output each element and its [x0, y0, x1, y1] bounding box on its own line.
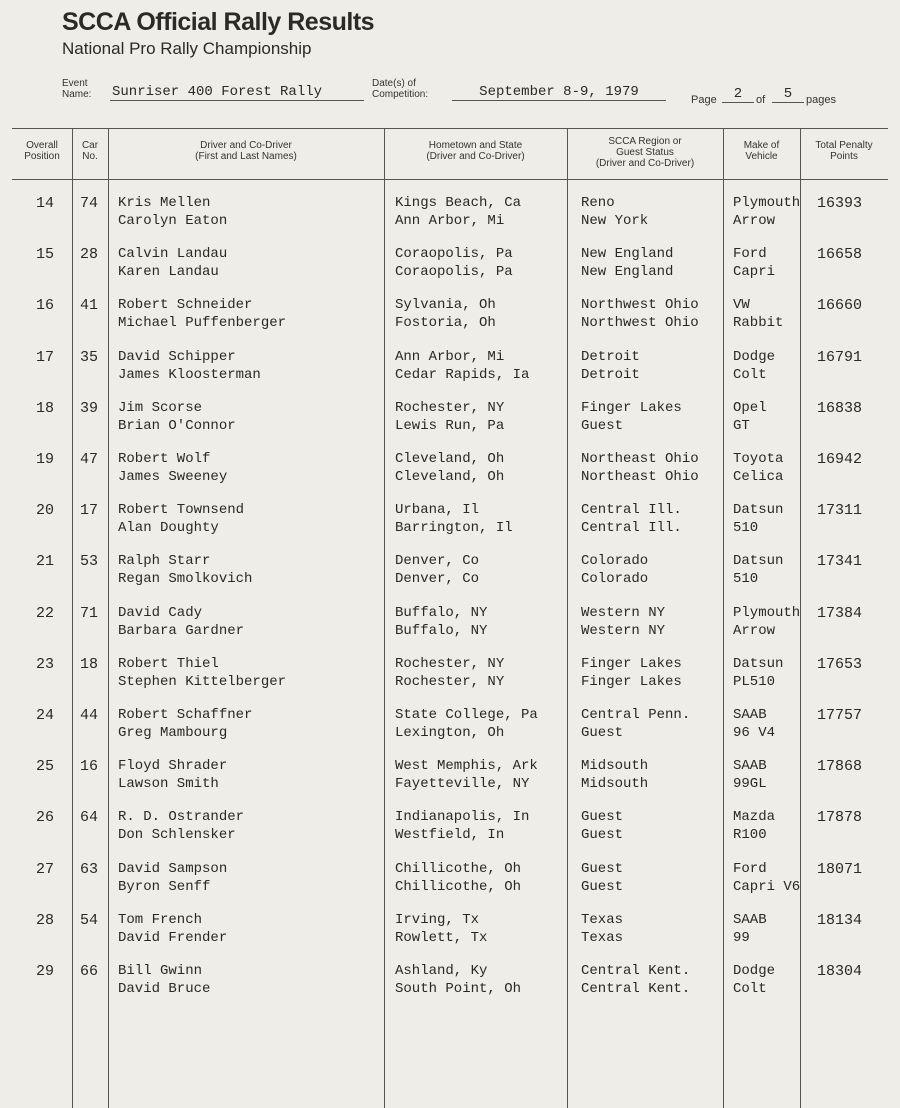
codriver-region: Finger Lakes	[581, 673, 682, 690]
codriver-region: New England	[581, 264, 674, 281]
overall-position: 19	[36, 451, 55, 468]
header-hometown: Hometown and State (Driver and Co-Driver)	[426, 140, 525, 162]
driver-name: Calvin Landau	[118, 246, 228, 263]
page-total: 5	[772, 86, 804, 103]
vehicle-make: Plymouth	[733, 604, 801, 621]
table-row	[12, 707, 888, 755]
codriver-name: Carolyn Eaton	[118, 213, 228, 229]
table-top-rule	[12, 128, 888, 129]
driver-name: David Sampson	[118, 860, 228, 877]
codriver-region: Western NY	[581, 622, 666, 639]
codriver-name: Brian O'Connor	[118, 417, 236, 434]
overall-position: 23	[36, 655, 55, 673]
table-row	[12, 246, 888, 294]
codriver-region: Guest	[581, 417, 624, 434]
car-number: 64	[80, 809, 99, 827]
table-row	[12, 502, 888, 550]
table-row	[12, 809, 888, 857]
vehicle-make: SAAB	[733, 911, 767, 928]
form-subtitle: National Pro Rally Championship	[62, 39, 312, 58]
codriver-region: Central Kent.	[581, 981, 691, 997]
driver-hometown: Indianapolis, In	[395, 809, 530, 826]
vehicle-make: SAAB	[733, 707, 767, 723]
vehicle-make: SAAB	[733, 758, 767, 775]
driver-hometown: Rochester, NY	[395, 399, 505, 416]
table-row	[12, 349, 888, 397]
overall-position: 18	[36, 399, 55, 417]
driver-region: Guest	[581, 809, 624, 826]
vehicle-model: 99GL	[733, 776, 767, 793]
driver-region: Midsouth	[581, 758, 649, 775]
total-penalty-points: 17653	[817, 655, 863, 673]
form-title: SCCA Official Rally Results	[62, 8, 375, 36]
driver-hometown: Chillicothe, Oh	[395, 860, 522, 877]
table-row	[12, 656, 888, 704]
vehicle-model: 510	[733, 520, 759, 537]
car-number: 17	[80, 502, 99, 520]
driver-region: Northeast Ohio	[581, 451, 699, 467]
driver-hometown: Ashland, Ky	[395, 963, 488, 979]
codriver-hometown: Barrington, Il	[395, 520, 513, 537]
codriver-name: Lawson Smith	[118, 776, 219, 793]
header-overall-position: Overall Position	[24, 140, 60, 162]
vehicle-model: 510	[733, 571, 759, 588]
table-row	[12, 195, 888, 243]
overall-position: 15	[36, 246, 55, 264]
total-penalty-points: 16660	[817, 297, 863, 315]
date-label: Date(s) of Competition:	[372, 78, 429, 100]
vehicle-make: VW	[733, 297, 750, 314]
driver-region: Northwest Ohio	[581, 297, 699, 314]
driver-name: Kris Mellen	[118, 195, 211, 211]
event-name-label: Event Name:	[62, 78, 92, 100]
driver-name: Bill Gwinn	[118, 963, 203, 979]
codriver-region: Northeast Ohio	[581, 469, 699, 485]
driver-hometown: State College, Pa	[395, 707, 538, 723]
page-number: 2	[722, 86, 754, 103]
codriver-name: Karen Landau	[118, 264, 219, 281]
driver-name: Robert Schneider	[118, 297, 253, 314]
driver-name: Floyd Shrader	[118, 758, 228, 775]
codriver-name: David Bruce	[118, 981, 211, 997]
vehicle-model: Arrow	[733, 622, 776, 639]
driver-region: Finger Lakes	[581, 655, 682, 672]
date-value: September 8-9, 1979	[452, 84, 666, 101]
driver-region: Finger Lakes	[581, 399, 682, 416]
driver-hometown: West Memphis, Ark	[395, 758, 538, 775]
codriver-hometown: Fayetteville, NY	[395, 776, 530, 793]
car-number: 35	[80, 348, 99, 366]
header-region: SCCA Region or Guest Status (Driver and Co-Driver)	[595, 136, 695, 169]
vehicle-model: Rabbit	[733, 315, 784, 332]
vehicle-model: Capri	[733, 264, 776, 281]
codriver-hometown: Ann Arbor, Mi	[395, 213, 505, 229]
driver-hometown: Sylvania, Oh	[395, 297, 496, 314]
total-penalty-points: 16838	[817, 399, 863, 417]
table-row	[12, 451, 888, 499]
codriver-hometown: Buffalo, NY	[395, 622, 488, 639]
pages-label: pages	[806, 94, 836, 106]
codriver-hometown: Lewis Run, Pa	[395, 417, 505, 434]
codriver-name: Stephen Kittelberger	[118, 673, 287, 690]
total-penalty-points: 18071	[817, 860, 863, 878]
codriver-hometown: South Point, Oh	[395, 981, 522, 997]
codriver-name: James Sweeney	[118, 469, 228, 485]
vehicle-make: Mazda	[733, 809, 776, 826]
driver-name: Tom French	[118, 911, 203, 928]
driver-hometown: Kings Beach, Ca	[395, 195, 522, 211]
driver-hometown: Denver, Co	[395, 553, 480, 570]
overall-position: 28	[36, 911, 55, 929]
codriver-hometown: Chillicothe, Oh	[395, 878, 522, 895]
car-number: 63	[80, 860, 99, 878]
vehicle-make: Ford	[733, 860, 767, 877]
codriver-name: Greg Mambourg	[118, 725, 228, 741]
table-row	[12, 963, 888, 1011]
driver-name: David Schipper	[118, 348, 236, 365]
car-number: 71	[80, 604, 99, 622]
codriver-hometown: Cedar Rapids, Ia	[395, 366, 530, 383]
car-number: 16	[80, 758, 99, 776]
driver-region: Guest	[581, 860, 624, 877]
event-name-value: Sunriser 400 Forest Rally	[110, 84, 364, 101]
driver-name: David Cady	[118, 604, 203, 621]
car-number: 41	[80, 297, 99, 315]
codriver-name: Byron Senff	[118, 878, 211, 895]
overall-position: 25	[36, 758, 55, 776]
total-penalty-points: 17384	[817, 604, 863, 622]
car-number: 66	[80, 963, 99, 980]
total-penalty-points: 17341	[817, 553, 863, 571]
overall-position: 20	[36, 502, 55, 520]
table-row	[12, 400, 888, 448]
driver-region: Central Kent.	[581, 963, 691, 979]
vehicle-make: Dodge	[733, 963, 776, 979]
car-number: 54	[80, 911, 99, 929]
overall-position: 14	[36, 195, 55, 212]
driver-region: Western NY	[581, 604, 666, 621]
vehicle-make: Plymouth	[733, 195, 801, 211]
codriver-region: Central Ill.	[581, 520, 682, 537]
codriver-region: Northwest Ohio	[581, 315, 699, 332]
vehicle-make: Ford	[733, 246, 767, 263]
codriver-name: Regan Smolkovich	[118, 571, 253, 588]
table-row	[12, 297, 888, 345]
table-row	[12, 605, 888, 653]
driver-hometown: Irving, Tx	[395, 911, 480, 928]
total-penalty-points: 16791	[817, 348, 863, 366]
overall-position: 17	[36, 348, 55, 366]
codriver-hometown: Lexington, Oh	[395, 725, 505, 741]
overall-position: 24	[36, 707, 55, 724]
overall-position: 26	[36, 809, 55, 827]
total-penalty-points: 16393	[817, 195, 863, 212]
total-penalty-points: 17868	[817, 758, 863, 776]
codriver-hometown: Cleveland, Oh	[395, 469, 505, 485]
overall-position: 16	[36, 297, 55, 315]
driver-hometown: Urbana, Il	[395, 502, 480, 519]
car-number: 47	[80, 451, 99, 468]
vehicle-make: Dodge	[733, 348, 776, 365]
table-row	[12, 758, 888, 806]
driver-hometown: Ann Arbor, Mi	[395, 348, 505, 365]
header-bottom-rule	[12, 179, 888, 180]
header-vehicle: Make of Vehicle	[743, 140, 780, 162]
vehicle-model: Celica	[733, 469, 784, 485]
driver-hometown: Cleveland, Oh	[395, 451, 505, 467]
codriver-region: New York	[581, 213, 649, 229]
driver-name: Robert Thiel	[118, 655, 219, 672]
driver-name: Robert Schaffner	[118, 707, 253, 723]
vehicle-make: Opel	[733, 399, 767, 416]
codriver-name: David Frender	[118, 929, 228, 946]
page-label: Page	[691, 94, 717, 106]
total-penalty-points: 17311	[817, 502, 863, 520]
vehicle-model: GT	[733, 417, 750, 434]
total-penalty-points: 18304	[817, 963, 863, 980]
codriver-name: James Kloosterman	[118, 366, 261, 383]
codriver-name: Alan Doughty	[118, 520, 219, 537]
vehicle-model: PL510	[733, 673, 776, 690]
driver-name: Ralph Starr	[118, 553, 211, 570]
codriver-hometown: Fostoria, Oh	[395, 315, 496, 332]
header-car-no: Car No.	[81, 140, 99, 162]
vehicle-model: Colt	[733, 366, 767, 383]
vehicle-model: Colt	[733, 981, 767, 997]
vehicle-model: Arrow	[733, 213, 776, 229]
codriver-hometown: Rochester, NY	[395, 673, 505, 690]
car-number: 39	[80, 399, 99, 417]
results-table	[12, 128, 888, 1108]
codriver-name: Don Schlensker	[118, 827, 236, 844]
driver-name: Robert Townsend	[118, 502, 245, 519]
total-penalty-points: 16942	[817, 451, 863, 468]
header-driver-codriver: Driver and Co-Driver (First and Last Names)	[195, 140, 297, 162]
table-row	[12, 861, 888, 909]
table-row	[12, 553, 888, 601]
driver-region: Detroit	[581, 348, 640, 365]
driver-name: Robert Wolf	[118, 451, 211, 467]
driver-hometown: Buffalo, NY	[395, 604, 488, 621]
overall-position: 22	[36, 604, 55, 622]
car-number: 53	[80, 553, 99, 571]
codriver-region: Guest	[581, 878, 624, 895]
car-number: 18	[80, 655, 99, 673]
codriver-region: Colorado	[581, 571, 649, 588]
total-penalty-points: 18134	[817, 911, 863, 929]
overall-position: 27	[36, 860, 55, 878]
overall-position: 21	[36, 553, 55, 571]
vehicle-model: 96 V4	[733, 725, 776, 741]
codriver-name: Michael Puffenberger	[118, 315, 287, 332]
driver-name: Jim Scorse	[118, 399, 203, 416]
driver-region: Central Ill.	[581, 502, 682, 519]
vehicle-model: 99	[733, 929, 750, 946]
codriver-region: Midsouth	[581, 776, 649, 793]
of-label: of	[756, 94, 766, 106]
codriver-region: Guest	[581, 827, 624, 844]
codriver-region: Detroit	[581, 366, 640, 383]
codriver-hometown: Denver, Co	[395, 571, 480, 588]
overall-position: 29	[36, 963, 55, 980]
codriver-region: Guest	[581, 725, 624, 741]
total-penalty-points: 17757	[817, 707, 863, 724]
codriver-hometown: Westfield, In	[395, 827, 505, 844]
table-row	[12, 912, 888, 960]
vehicle-make: Datsun	[733, 655, 784, 672]
codriver-hometown: Rowlett, Tx	[395, 929, 488, 946]
car-number: 74	[80, 195, 99, 212]
car-number: 44	[80, 707, 99, 724]
driver-name: R. D. Ostrander	[118, 809, 245, 826]
driver-hometown: Rochester, NY	[395, 655, 505, 672]
total-penalty-points: 17878	[817, 809, 863, 827]
car-number: 28	[80, 246, 99, 264]
vehicle-model: Capri V6	[733, 878, 801, 895]
driver-region: Central Penn.	[581, 707, 691, 723]
driver-region: Texas	[581, 911, 624, 928]
driver-region: New England	[581, 246, 674, 263]
total-penalty-points: 16658	[817, 246, 863, 264]
codriver-region: Texas	[581, 929, 624, 946]
vehicle-make: Datsun	[733, 502, 784, 519]
header-penalty-points: Total Penalty Points	[815, 140, 873, 162]
vehicle-model: R100	[733, 827, 767, 844]
driver-region: Reno	[581, 195, 615, 211]
codriver-hometown: Coraopolis, Pa	[395, 264, 513, 281]
vehicle-make: Toyota	[733, 451, 784, 467]
vehicle-make: Datsun	[733, 553, 784, 570]
driver-hometown: Coraopolis, Pa	[395, 246, 513, 263]
codriver-name: Barbara Gardner	[118, 622, 245, 639]
driver-region: Colorado	[581, 553, 649, 570]
